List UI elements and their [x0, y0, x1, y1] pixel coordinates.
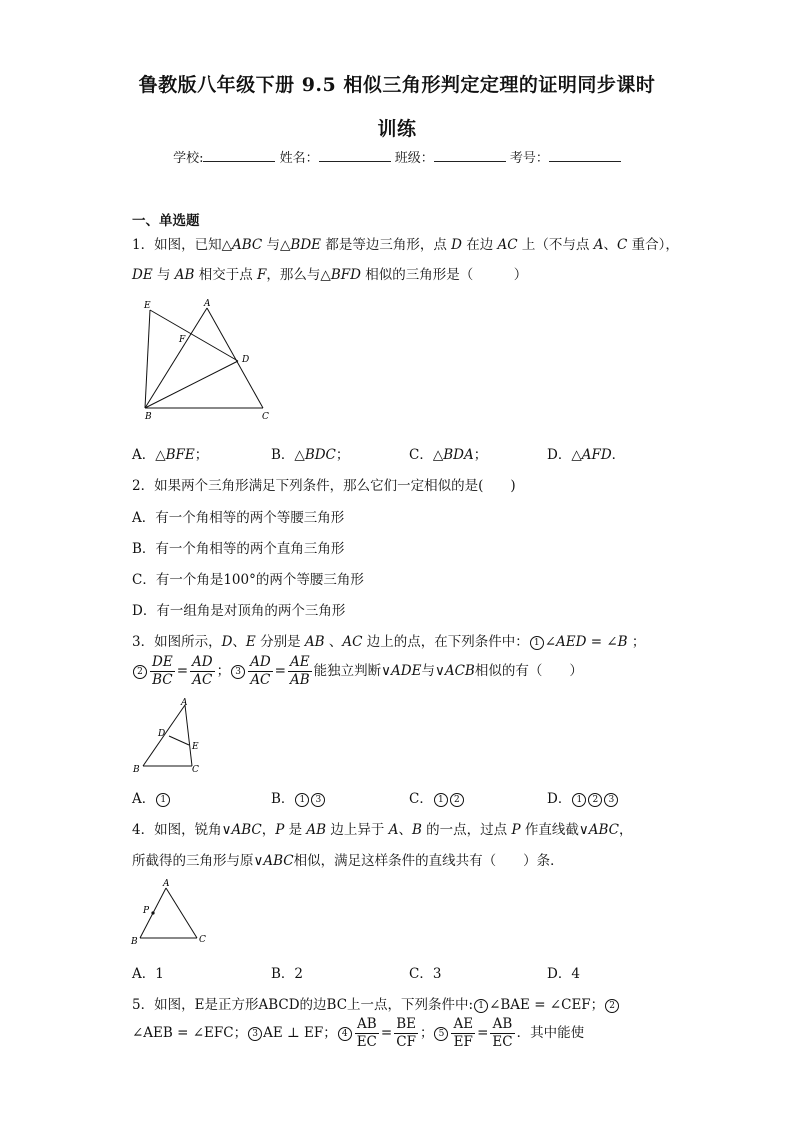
fig4-label-c: C	[199, 935, 206, 945]
fig1-label-f: F	[179, 335, 186, 345]
fraction-ad-ac-2: $\frac{AD}{AC}$	[250, 654, 271, 688]
q2-option-b[interactable]: B．有一个角相等的两个直角三角形	[132, 541, 345, 557]
fraction-be-cf: $\frac{BE}{CF}$	[396, 1016, 416, 1050]
fig3-label-e: E	[192, 742, 199, 752]
q2-option-c[interactable]: C．有一个角是100°的两个等腰三角形	[132, 572, 364, 588]
fig4-label-a: A	[163, 879, 170, 889]
page-title-continued: 训练	[377, 118, 417, 140]
fig4-label-p: P	[143, 906, 150, 916]
fraction-ae-ab: $\frac{AE}{AB}$	[289, 654, 310, 688]
q4-figure	[128, 876, 218, 948]
school-blank[interactable]	[203, 149, 275, 162]
fig1-label-a: A	[204, 299, 211, 309]
fig3-label-d: D	[158, 729, 166, 739]
name-label: 姓名：	[279, 151, 319, 166]
fig1-label-b: B	[145, 412, 152, 422]
q3-stem-line2: 2 $\frac{DE}{BC}$ = $\frac{AD}{AC}$ ； 3 $\frac{AD}{AC}$ = $\frac{AE}{AB}$ 能独立判断∨ADE与∨ACB相似的有（ ）	[132, 654, 583, 689]
q4-option-d[interactable]: D．4	[547, 966, 580, 982]
q3-option-a[interactable]: A． 1	[132, 787, 171, 807]
q3-option-c[interactable]: C． 1 2	[409, 787, 465, 807]
fraction-ae-ef: $\frac{AE}{EF}$	[453, 1016, 474, 1050]
q1-figure	[138, 296, 278, 424]
section-title: 一、单选题	[132, 213, 200, 229]
q2-stem: 2．如果两个三角形满足下列条件，那么它们一定相似的是( )	[132, 478, 516, 494]
q1-option-a[interactable]: A．△BFE；	[132, 447, 209, 463]
class-blank[interactable]	[434, 149, 506, 162]
q1-option-b[interactable]: B．△BDC；	[271, 447, 350, 463]
q2-option-a[interactable]: A．有一个角相等的两个等腰三角形	[132, 510, 345, 526]
name-blank[interactable]	[319, 149, 391, 162]
q5-stem-line1: 5．如图，E是正方形ABCD的边BC上一点，下列条件中: 1 ∠BAE = ∠CEF； 2	[132, 993, 620, 1013]
q4-option-b[interactable]: B．2	[271, 966, 304, 982]
fraction-ab-ec-2: $\frac{AB}{EC}$	[492, 1016, 513, 1050]
q3-figure	[130, 696, 210, 776]
q1-option-c[interactable]: C．△BDA；	[409, 447, 488, 463]
fig1-label-c: C	[262, 412, 269, 422]
q2-option-d[interactable]: D．有一组角是对顶角的两个三角形	[132, 603, 346, 619]
q3-option-b[interactable]: B． 1 3	[271, 787, 326, 807]
student-info-row	[0, 147, 794, 166]
fraction-de-bc: $\frac{DE}{BC}$	[152, 654, 173, 688]
q3-option-d[interactable]: D． 1 2 3	[547, 787, 619, 807]
class-label: 班级：	[394, 151, 434, 166]
fraction-ab-ec: $\frac{AB}{EC}$	[356, 1016, 377, 1050]
q1-stem-line2: DE 与 AB 相交于点 F，那么与△BFD 相似的三角形是（ ）	[132, 267, 528, 283]
q5-stem-line2: ∠AEB = ∠EFC； 3 AE ⊥ EF； 4 $\frac{AB}{EC}$ = $\frac{BE}{CF}$ ； 5 $\frac{AE}{EF}$ = $\frac{AB}{EC}$ ．其中能使	[132, 1016, 585, 1050]
fig1-label-d: D	[242, 355, 250, 365]
fraction-ad-ac: $\frac{AD}{AC}$	[192, 654, 213, 688]
q1-option-d[interactable]: D．△AFD．	[547, 447, 626, 463]
page-title: 鲁教版八年级下册 9.5 相似三角形判定定理的证明同步课时	[138, 74, 656, 96]
q4-option-c[interactable]: C．3	[409, 966, 442, 982]
fig1-label-e: E	[144, 301, 151, 311]
q4-option-a[interactable]: A．1	[132, 966, 164, 982]
q3-stem-line1: 3．如图所示，D、E 分别是 AB 、AC 边上的点，在下列条件中： 1 ∠AED = ∠B ；	[132, 634, 646, 650]
fig3-label-c: C	[192, 765, 199, 775]
q1-stem-line1: 1．如图，已知△ABC 与△BDE 都是等边三角形，点 D 在边 AC 上（不与点 A、C 重合），	[132, 237, 679, 253]
fig3-label-b: B	[133, 765, 140, 775]
fig3-label-a: A	[181, 698, 188, 708]
school-label: 学校:	[173, 151, 204, 166]
q4-stem-line1: 4．如图，锐角∨ABC，P 是 AB 边上异于 A、B 的一点，过点 P 作直线截∨ABC，	[132, 822, 633, 838]
fig4-label-b: B	[131, 937, 138, 947]
exam-no-blank[interactable]	[549, 149, 621, 162]
exam-no-label: 考号：	[509, 151, 549, 166]
q4-stem-line2: 所截得的三角形与原∨ABC相似，满足这样条件的直线共有（ ）条．	[132, 853, 564, 869]
